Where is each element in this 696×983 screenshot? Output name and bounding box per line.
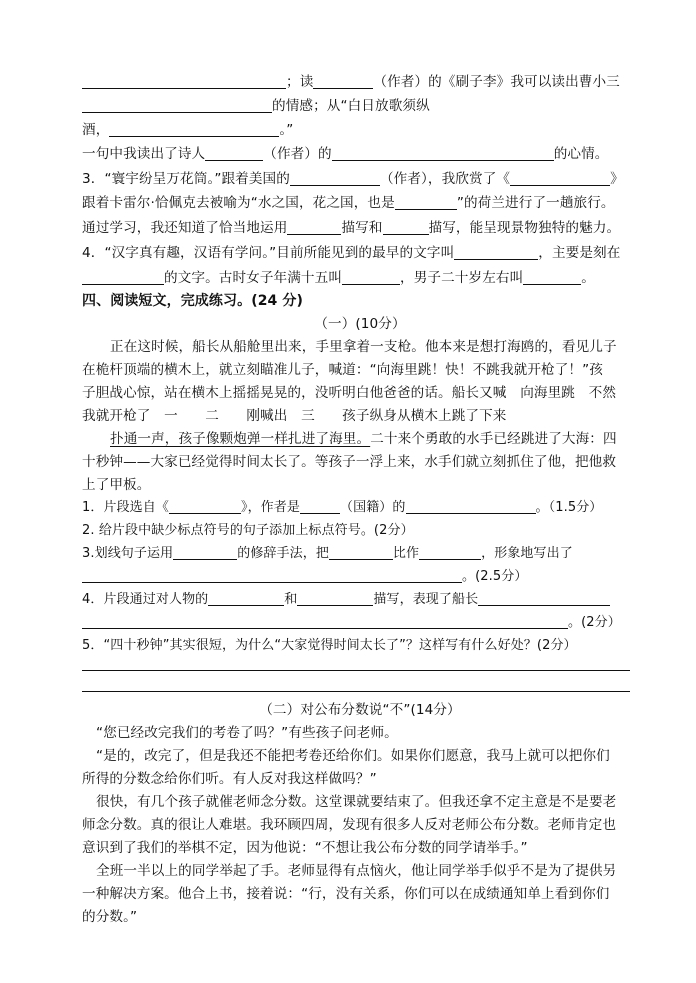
text: 二十来个勇敢的水手已经跳进了大海：四 bbox=[370, 431, 617, 447]
text: 通过学习，我还知道了恰当地运用 bbox=[82, 220, 288, 236]
passage-2-line: 师念分数。真的很让人难堪。我环顾四周，发现有很多人反对老师公布分数。老师肯定也 bbox=[82, 817, 617, 833]
text: 3.划线句子运用 bbox=[82, 546, 174, 561]
passage-1-line: 十秒钟——大家已经觉得时间太长了。等孩子一浮上来，水手们就立刻抓住了他，把他救 bbox=[82, 454, 617, 470]
text: ，主要是刻在 bbox=[538, 245, 621, 261]
text: ，形象地写出了 bbox=[481, 546, 573, 561]
text: 和 bbox=[284, 592, 298, 607]
text: （作者），我欣赏了《 bbox=[379, 171, 511, 187]
passage-2-line: 一种解决方案。他合上书，接着说：“行，没有关系，你们可以在成绩通知单上看到你们 bbox=[82, 886, 610, 902]
passage-1-line: 我就开枪了 一 二 刚喊出 三 孩子纵身从横木上跳了下来 bbox=[82, 408, 507, 424]
answer-blank[interactable] bbox=[297, 591, 373, 606]
text: 的情感；从“白日放歌须纵 bbox=[272, 98, 430, 114]
question-4-line-2 bbox=[82, 268, 638, 288]
text: （国籍）的 bbox=[340, 500, 406, 515]
answer-blank[interactable] bbox=[300, 499, 340, 514]
passage-1-line: 子胆战心惊，站在横木上摇摇晃晃的，没听明白他爸爸的话。船长又喊 向海里跳 不然 bbox=[82, 385, 617, 401]
text: （作者）的 bbox=[263, 146, 332, 162]
answer-blank[interactable] bbox=[208, 591, 284, 606]
answer-blank[interactable] bbox=[205, 146, 263, 161]
answer-blank[interactable] bbox=[383, 220, 429, 235]
text: 》 bbox=[610, 171, 624, 187]
answer-blank[interactable] bbox=[523, 270, 581, 285]
text: 描写，表现了船长 bbox=[373, 592, 479, 607]
answer-blank[interactable] bbox=[290, 171, 380, 186]
text: 的心情。 bbox=[553, 146, 609, 162]
text: 描写，能呈现景物独特的魅力。 bbox=[428, 220, 621, 236]
answer-blank[interactable] bbox=[313, 74, 373, 89]
question-3-line-2 bbox=[82, 193, 638, 213]
underlined-sentence: 扑通一声，孩子像颗炮弹一样扎进了海里。 bbox=[110, 431, 371, 447]
passage-1-question-3 bbox=[82, 544, 638, 564]
answer-blank[interactable] bbox=[419, 545, 481, 560]
text: 》，作者是 bbox=[240, 500, 300, 515]
passage-1-line: 正在这时候，船长从船舱里出来，手里拿着一支枪。他本来是想打海鸥的，看见儿子 bbox=[110, 339, 617, 355]
text: （作者）的《刷子李》我可以读出曹小三 bbox=[373, 74, 620, 90]
text: 。(2.5分） bbox=[462, 569, 528, 584]
blank-line-4 bbox=[82, 144, 638, 164]
text: ；读 bbox=[286, 74, 314, 90]
text: ，男子二十岁左右叫 bbox=[400, 270, 524, 286]
text: 4．“汉字真有趣，汉语有学问。”目前所能见到的最早的文字叫 bbox=[82, 245, 455, 261]
answer-blank[interactable] bbox=[332, 146, 554, 161]
passage-2-line: 很快，有几个孩子就催老师念分数。这堂课就要结束了。但我还拿不定主意是不是要老 bbox=[96, 794, 617, 810]
blank-line-2 bbox=[82, 96, 638, 116]
text: 的修辞手法，把 bbox=[237, 546, 329, 561]
question-4 bbox=[82, 243, 638, 263]
question-3 bbox=[82, 169, 638, 189]
passage-2-line: “您已经改完我们的考卷了吗？”有些孩子问老师。 bbox=[96, 725, 398, 741]
text: 。” bbox=[279, 122, 294, 138]
text: 酒， bbox=[82, 122, 110, 138]
text: 的文字。古时女子年满十五叫 bbox=[164, 270, 343, 286]
answer-blank[interactable] bbox=[82, 74, 286, 89]
answer-blank[interactable] bbox=[510, 171, 610, 186]
answer-blank[interactable] bbox=[478, 591, 610, 606]
text: ”的荷兰进行了一趟旅行。 bbox=[456, 195, 615, 211]
text: 。 bbox=[581, 270, 595, 286]
passage-2-title: （二）对公布分数说“不”(14分） bbox=[259, 702, 461, 718]
passage-1-question-1 bbox=[82, 498, 638, 518]
passage-2-line: 意识到了我们的举棋不定，因为他说：“不想让我公布分数的同学请举手。” bbox=[82, 840, 528, 856]
passage-2-line: 所得的分数念给你们听。有人反对我这样做吗？” bbox=[82, 771, 377, 787]
answer-blank[interactable] bbox=[329, 545, 393, 560]
blank-line-1 bbox=[82, 72, 638, 92]
text: 。(2分） bbox=[568, 615, 621, 630]
text: 4．片段通过对人物的 bbox=[82, 592, 209, 607]
passage-1-line: 上了甲板。 bbox=[82, 477, 151, 493]
passage-1-question-2: 2. 给片段中缺少标点符号的句子添加上标点符号。(2分） bbox=[82, 523, 414, 538]
passage-1-question-4-line-2 bbox=[82, 613, 638, 633]
section-4-heading: 四、阅读短文，完成练习。(24 分) bbox=[82, 293, 303, 309]
text: 1．片段选自《 bbox=[82, 500, 169, 515]
answer-blank[interactable] bbox=[173, 545, 237, 560]
answer-line[interactable] bbox=[82, 670, 630, 671]
answer-blank[interactable] bbox=[82, 568, 462, 583]
question-3-line-3 bbox=[82, 218, 638, 238]
passage-1-line bbox=[110, 429, 666, 449]
answer-blank[interactable] bbox=[82, 270, 164, 285]
blank-line-3 bbox=[82, 120, 638, 140]
answer-blank[interactable] bbox=[82, 98, 272, 113]
text: 一句中我读出了诗人 bbox=[82, 146, 206, 162]
answer-blank[interactable] bbox=[406, 499, 536, 514]
text: 。（1.5分） bbox=[535, 500, 603, 515]
text: 跟着卡雷尔·恰佩克去被喻为“水之国，花之国，也是 bbox=[82, 195, 395, 211]
answer-blank[interactable] bbox=[395, 195, 457, 210]
passage-1-title: （一）(10分） bbox=[314, 316, 406, 332]
answer-blank[interactable] bbox=[169, 499, 241, 514]
answer-blank[interactable] bbox=[287, 220, 341, 235]
passage-1-question-4 bbox=[82, 590, 638, 610]
passage-2-line: “是的，改完了，但是我还不能把考卷还给你们。如果你们愿意，我马上就可以把你们 bbox=[96, 748, 610, 764]
text: 描写和 bbox=[341, 220, 383, 236]
passage-2-line: 的分数。” bbox=[82, 909, 138, 925]
passage-1-question-3-line-2 bbox=[82, 567, 638, 587]
passage-1-line: 在桅杆顶端的横木上，就立刻瞄准儿子，喊道：“向海里跳！快！不跳我就开枪了！”孩 bbox=[82, 362, 603, 378]
answer-blank[interactable] bbox=[109, 122, 279, 137]
section-divider bbox=[82, 691, 630, 692]
answer-blank[interactable] bbox=[82, 614, 568, 629]
answer-blank[interactable] bbox=[454, 245, 538, 260]
answer-blank[interactable] bbox=[342, 270, 400, 285]
text: 3．“寰宇纷呈万花筒。”跟着美国的 bbox=[82, 171, 290, 187]
text: 比作 bbox=[392, 546, 420, 561]
passage-1-question-5: 5．“四十秒钟”其实很短，为什么“大家觉得时间太长了”？这样写有什么好处？(2分） bbox=[82, 638, 577, 653]
passage-2-line: 全班一半以上的同学举起了手。老师显得有点恼火，他让同学举手似乎不是为了提供另 bbox=[96, 863, 617, 879]
